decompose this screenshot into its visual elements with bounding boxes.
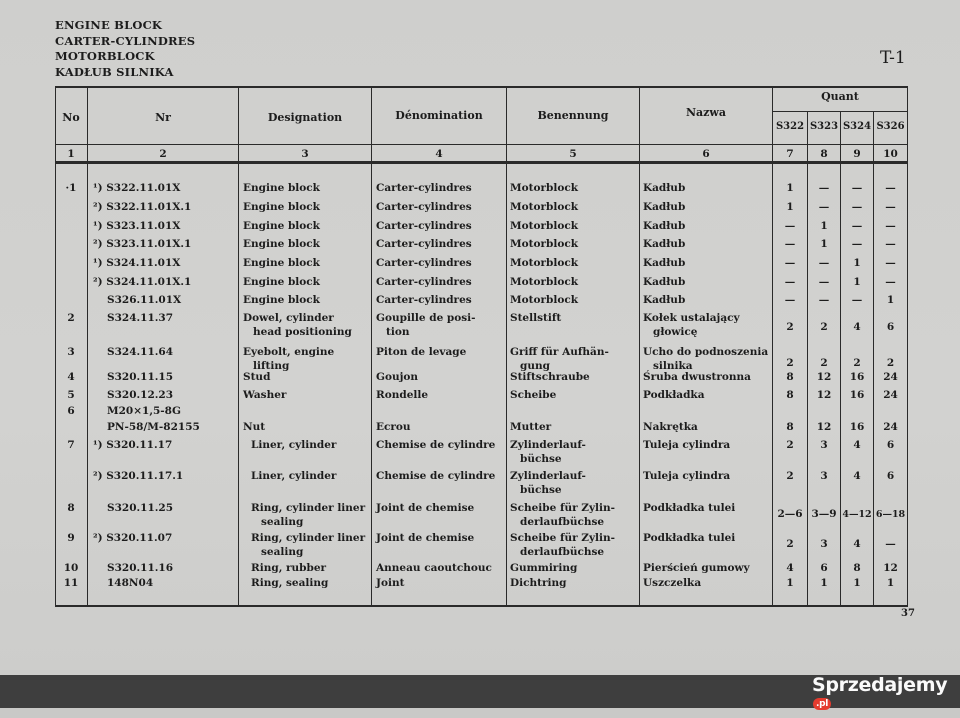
part-number: ²) S324.11.01X.1 bbox=[93, 276, 192, 288]
part-number: S324.11.37 bbox=[107, 312, 174, 324]
denomination-cell: Chemise de cylindre bbox=[376, 470, 496, 482]
nazwa-cell: Śruba dwustronna bbox=[643, 371, 751, 383]
designation-cell: Ring, sealing bbox=[251, 577, 329, 589]
quantity-cell: 1 bbox=[786, 201, 794, 213]
quantity-cell: — bbox=[784, 257, 796, 269]
quantity-cell: 4 bbox=[853, 538, 861, 550]
denomination-cell: Joint de chemise bbox=[376, 502, 475, 514]
part-number: S320.12.23 bbox=[107, 389, 174, 401]
benennung-cell: Zylinderlauf- bbox=[510, 439, 586, 451]
title-pl: KADŁUB SILNIKA bbox=[55, 64, 174, 79]
nazwa-cell: Kadłub bbox=[643, 276, 686, 288]
denomination-cell: Goupille de posi- bbox=[376, 312, 476, 324]
document-titles bbox=[55, 18, 195, 80]
quantity-cell: — bbox=[885, 182, 896, 194]
header-s326: S326 bbox=[876, 121, 905, 132]
nazwa-cell: Podkładka tulei bbox=[643, 502, 736, 514]
watermark-logo: Sprzedajemy.pl bbox=[812, 674, 948, 709]
designation-cell: Liner, cylinder bbox=[251, 470, 337, 482]
designation-cell: lifting bbox=[253, 360, 290, 372]
table-top-border bbox=[55, 86, 908, 88]
benennung-cell: Motorblock bbox=[510, 294, 579, 306]
denomination-cell: Joint bbox=[376, 577, 405, 589]
quantity-cell: 2 bbox=[786, 538, 794, 550]
row-number: 11 bbox=[63, 577, 79, 589]
row-number: 9 bbox=[67, 532, 75, 544]
quantity-cell: — bbox=[851, 220, 863, 232]
designation-cell: Dowel, cylinder bbox=[243, 312, 334, 324]
designation-cell: Engine block bbox=[243, 182, 320, 194]
colnum-1: 1 bbox=[67, 148, 75, 160]
quantity-cell: 2 bbox=[786, 439, 794, 451]
col-divider-2 bbox=[238, 86, 239, 607]
designation-cell: Engine block bbox=[243, 276, 320, 288]
row-number: 6 bbox=[67, 405, 75, 417]
quantity-cell: 6 bbox=[886, 470, 895, 482]
quantity-cell: 8 bbox=[786, 421, 794, 433]
quantity-cell: — bbox=[784, 294, 796, 306]
quantity-cell: — bbox=[818, 182, 830, 194]
quantity-cell: 2 bbox=[786, 321, 794, 333]
benennung-cell: Motorblock bbox=[510, 276, 579, 288]
benennung-cell: gung bbox=[520, 360, 550, 372]
nazwa-cell: Kadłub bbox=[643, 294, 686, 306]
quantity-cell: 24 bbox=[883, 421, 898, 433]
quantity-cell: — bbox=[784, 220, 796, 232]
part-number: 148N04 bbox=[107, 577, 154, 589]
quantity-cell: 1 bbox=[886, 577, 895, 589]
quantity-cell: 12 bbox=[816, 389, 832, 401]
benennung-cell: Mutter bbox=[510, 421, 552, 433]
designation-cell: Eyebolt, engine bbox=[243, 346, 335, 358]
part-number: S326.11.01X bbox=[107, 294, 182, 306]
quantity-cell: 1 bbox=[820, 220, 828, 232]
nazwa-cell: Kadłub bbox=[643, 220, 686, 232]
part-number: ²) S320.11.17.1 bbox=[93, 470, 184, 482]
benennung-cell: Motorblock bbox=[510, 201, 579, 213]
quantity-cell: 1 bbox=[886, 294, 895, 306]
header-nr: Nr bbox=[155, 111, 171, 124]
colnum-3: 3 bbox=[301, 148, 309, 160]
header-quant: Quant bbox=[821, 90, 859, 103]
colnum-9: 9 bbox=[853, 148, 861, 160]
nazwa-cell: Kołek ustalający bbox=[643, 312, 740, 324]
quantity-cell: 2 bbox=[820, 321, 828, 333]
row-number: 2 bbox=[67, 312, 75, 324]
quantity-cell: 6 bbox=[886, 439, 895, 451]
quantity-cell: 4—12 bbox=[842, 509, 872, 520]
row-number: 8 bbox=[67, 502, 75, 514]
quantity-cell: 1 bbox=[820, 238, 828, 250]
nazwa-cell: Kadłub bbox=[643, 257, 686, 269]
quantity-cell: — bbox=[885, 220, 896, 232]
benennung-cell: Motorblock bbox=[510, 220, 579, 232]
header-no: No bbox=[62, 111, 80, 124]
quantity-cell: 1 bbox=[853, 276, 861, 288]
quantity-cell: 1 bbox=[853, 577, 861, 589]
quantity-cell: 2 bbox=[786, 470, 794, 482]
denomination-cell: Carter-cylindres bbox=[376, 201, 472, 213]
title-de: MOTORBLOCK bbox=[55, 49, 155, 63]
designation-cell: sealing bbox=[261, 546, 304, 558]
denomination-cell: Carter-cylindres bbox=[376, 294, 472, 306]
nazwa-cell: Tuleja cylindra bbox=[643, 439, 731, 451]
quantity-cell: 4 bbox=[853, 321, 861, 333]
nazwa-cell: Pierścień gumowy bbox=[643, 562, 750, 574]
designation-cell: Ring, cylinder liner bbox=[251, 502, 366, 514]
nazwa-cell: silnika bbox=[653, 360, 693, 372]
table-bottom-border bbox=[55, 605, 908, 607]
row-number: 7 bbox=[67, 439, 75, 451]
quantity-cell: 8 bbox=[786, 371, 794, 383]
quantity-cell: 2 bbox=[886, 357, 895, 369]
designation-cell: Engine block bbox=[243, 294, 320, 306]
title-fr: CARTER-CYLINDRES bbox=[55, 33, 196, 48]
nazwa-cell: Kadłub bbox=[643, 238, 686, 250]
benennung-cell: Stellstift bbox=[510, 312, 562, 324]
quantity-cell: 1 bbox=[786, 182, 794, 194]
part-number: ¹) S322.11.01X bbox=[93, 182, 181, 194]
colnum-7: 7 bbox=[786, 148, 794, 160]
quantity-cell: 8 bbox=[853, 562, 861, 574]
part-number: ¹) S320.11.17 bbox=[93, 439, 173, 451]
quantity-cell: 24 bbox=[883, 371, 898, 383]
denomination-cell: Rondelle bbox=[376, 389, 429, 401]
designation-cell: Washer bbox=[243, 389, 287, 401]
denomination-cell: Carter-cylindres bbox=[376, 182, 472, 194]
nazwa-cell: Kadłub bbox=[643, 201, 686, 213]
header-benennung: Benennung bbox=[537, 109, 609, 122]
part-number: PN-58/M-82155 bbox=[107, 421, 200, 433]
quantity-cell: — bbox=[885, 238, 896, 250]
col-divider-5 bbox=[639, 86, 640, 607]
colnum-6: 6 bbox=[702, 148, 710, 160]
colnum-8: 8 bbox=[820, 148, 828, 160]
col-divider-3 bbox=[371, 86, 372, 607]
benennung-cell: Griff für Aufhän- bbox=[510, 346, 609, 358]
quantity-cell: 12 bbox=[816, 421, 832, 433]
quantity-cell: 8 bbox=[786, 389, 794, 401]
part-number: ²) S323.11.01X.1 bbox=[93, 238, 192, 250]
quantity-cell: 3 bbox=[820, 538, 828, 550]
benennung-cell: derlaufbüchse bbox=[520, 516, 605, 528]
benennung-cell: Scheibe für Zylin- bbox=[510, 532, 616, 544]
nazwa-cell: Tuleja cylindra bbox=[643, 470, 731, 482]
quantity-cell: — bbox=[851, 182, 863, 194]
quantity-cell: — bbox=[818, 294, 830, 306]
denomination-cell: Carter-cylindres bbox=[376, 257, 472, 269]
quantity-cell: 1 bbox=[853, 257, 861, 269]
denomination-cell: Chemise de cylindre bbox=[376, 439, 496, 451]
quantity-cell: 6 bbox=[886, 321, 895, 333]
benennung-cell: büchse bbox=[520, 453, 562, 465]
quantity-cell: — bbox=[818, 201, 830, 213]
designation-cell: head positioning bbox=[253, 326, 352, 338]
quantity-cell: 2—6 bbox=[777, 508, 803, 520]
part-number: ²) S320.11.07 bbox=[93, 532, 173, 544]
quantity-cell: 12 bbox=[883, 562, 898, 574]
part-number: S324.11.64 bbox=[107, 346, 174, 358]
benennung-cell: Dichtring bbox=[510, 577, 567, 589]
part-number: M20×1,5-8G bbox=[107, 405, 181, 417]
part-number: S320.11.16 bbox=[107, 562, 174, 574]
designation-cell: sealing bbox=[261, 516, 304, 528]
quantity-cell: 4 bbox=[853, 470, 861, 482]
quantity-cell: 1 bbox=[786, 577, 794, 589]
part-number: S320.11.25 bbox=[107, 502, 174, 514]
sheet-code: T-1 bbox=[880, 48, 906, 68]
designation-cell: Ring, rubber bbox=[251, 562, 327, 574]
row-number: 3 bbox=[67, 346, 75, 358]
quantity-cell: — bbox=[851, 201, 863, 213]
colnum-10: 10 bbox=[883, 148, 898, 160]
designation-cell: Engine block bbox=[243, 238, 320, 250]
nazwa-cell: Nakrętka bbox=[643, 421, 698, 433]
quantity-cell: — bbox=[885, 257, 896, 269]
header-nazwa: Nazwa bbox=[685, 106, 727, 119]
header-s324: S324 bbox=[842, 121, 872, 132]
denomination-cell: Ecrou bbox=[376, 421, 411, 433]
quantity-cell: — bbox=[818, 276, 830, 288]
part-number: ²) S322.11.01X.1 bbox=[93, 201, 192, 213]
quantity-cell: 3—9 bbox=[811, 508, 837, 520]
denomination-cell: Goujon bbox=[376, 371, 419, 383]
quantity-cell: 16 bbox=[849, 389, 865, 401]
denomination-cell: Carter-cylindres bbox=[376, 276, 472, 288]
benennung-cell: Gummiring bbox=[510, 562, 578, 574]
designation-cell: Engine block bbox=[243, 201, 320, 213]
quantity-cell: 2 bbox=[853, 357, 861, 369]
denomination-cell: Piton de levage bbox=[376, 346, 467, 358]
colnum-5: 5 bbox=[569, 148, 577, 160]
benennung-cell: Zylinderlauf- bbox=[510, 470, 586, 482]
quantity-cell: — bbox=[851, 294, 863, 306]
quantity-cell: 6—18 bbox=[875, 509, 906, 520]
nazwa-cell: Podkładka tulei bbox=[643, 532, 736, 544]
quantity-cell: — bbox=[885, 201, 896, 213]
benennung-cell: Motorblock bbox=[510, 238, 579, 250]
benennung-cell: derlaufbüchse bbox=[520, 546, 605, 558]
denomination-cell: tion bbox=[386, 326, 410, 338]
designation-cell: Nut bbox=[243, 421, 266, 433]
quantity-cell: 1 bbox=[820, 577, 828, 589]
header-bottom-border bbox=[55, 144, 908, 145]
col-divider-4 bbox=[506, 86, 507, 607]
benennung-cell: büchse bbox=[520, 484, 562, 496]
denomination-cell: Carter-cylindres bbox=[376, 220, 472, 232]
quantity-cell: 3 bbox=[820, 470, 828, 482]
quantity-cell: — bbox=[885, 538, 896, 550]
denomination-cell: Joint de chemise bbox=[376, 532, 475, 544]
row-number: 10 bbox=[63, 562, 79, 574]
col-divider-6 bbox=[772, 86, 773, 607]
colnum-2: 2 bbox=[159, 148, 167, 160]
title-en: ENGINE BLOCK bbox=[55, 18, 163, 32]
part-number: ¹) S323.11.01X bbox=[93, 220, 181, 232]
colnum-bottom-border bbox=[55, 161, 908, 164]
nazwa-cell: Uszczelka bbox=[643, 577, 702, 589]
quantity-cell: 4 bbox=[786, 562, 794, 574]
quantity-cell: — bbox=[885, 276, 896, 288]
quantity-cell: 2 bbox=[820, 357, 828, 369]
parts-table bbox=[55, 86, 908, 607]
quantity-cell: 16 bbox=[849, 421, 865, 433]
quantity-cell: 3 bbox=[820, 439, 828, 451]
nazwa-cell: głowicę bbox=[653, 326, 698, 338]
designation-cell: Ring, cylinder liner bbox=[251, 532, 366, 544]
designation-cell: Stud bbox=[243, 371, 271, 383]
quantity-cell: — bbox=[784, 238, 796, 250]
quantity-cell: — bbox=[851, 238, 863, 250]
designation-cell: Engine block bbox=[243, 220, 320, 232]
nazwa-cell: Ucho do podnoszenia bbox=[643, 346, 769, 358]
quantity-cell: 2 bbox=[786, 357, 794, 369]
quantity-cell: 16 bbox=[849, 371, 865, 383]
quantity-cell: 24 bbox=[883, 389, 898, 401]
benennung-cell: Scheibe bbox=[510, 389, 557, 401]
header-s323: S323 bbox=[809, 121, 839, 132]
quantity-cell: 4 bbox=[853, 439, 861, 451]
header-denomination: Dénomination bbox=[395, 109, 483, 122]
row-number: ·1 bbox=[65, 182, 77, 194]
designation-cell: Liner, cylinder bbox=[251, 439, 337, 451]
page-number: 37 bbox=[901, 608, 915, 619]
nazwa-cell: Podkładka bbox=[643, 389, 705, 401]
benennung-cell: Motorblock bbox=[510, 182, 579, 194]
header-s322: S322 bbox=[775, 121, 805, 132]
quantity-cell: 6 bbox=[820, 562, 828, 574]
quantity-cell: 12 bbox=[816, 371, 832, 383]
part-number: ¹) S324.11.01X bbox=[93, 257, 181, 269]
benennung-cell: Motorblock bbox=[510, 257, 579, 269]
denomination-cell: Anneau caoutchouc bbox=[376, 562, 492, 574]
row-number: 4 bbox=[67, 371, 75, 383]
nazwa-cell: Kadłub bbox=[643, 182, 686, 194]
quantity-cell: — bbox=[784, 276, 796, 288]
row-number: 5 bbox=[67, 389, 75, 401]
benennung-cell: Scheibe für Zylin- bbox=[510, 502, 616, 514]
designation-cell: Engine block bbox=[243, 257, 320, 269]
table-right-border bbox=[907, 86, 908, 607]
benennung-cell: Stiftschraube bbox=[510, 371, 590, 383]
denomination-cell: Carter-cylindres bbox=[376, 238, 472, 250]
header-designation: Designation bbox=[267, 111, 343, 124]
colnum-4: 4 bbox=[435, 148, 443, 160]
quantity-cell: — bbox=[818, 257, 830, 269]
part-number: S320.11.15 bbox=[107, 371, 174, 383]
col-divider-1 bbox=[87, 86, 88, 607]
